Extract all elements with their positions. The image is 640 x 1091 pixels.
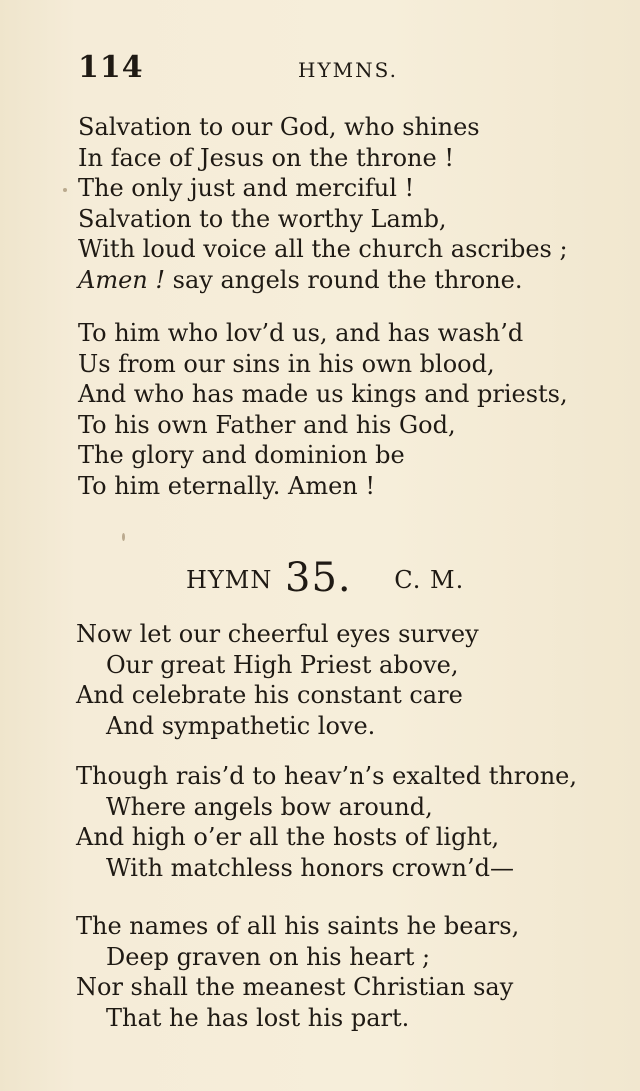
verse-line-indented: Deep graven on his heart ; bbox=[106, 942, 431, 971]
verse-line: To him eternally. Amen ! bbox=[78, 471, 376, 500]
verse-line: And celebrate his constant care bbox=[76, 681, 463, 710]
verse-line bbox=[78, 265, 568, 296]
stanza-4 bbox=[76, 761, 577, 883]
verse-line: And who has made us kings and priests, bbox=[78, 380, 568, 409]
hymn-number: 35. bbox=[285, 555, 352, 601]
verse-line: The glory and dominion be bbox=[78, 441, 405, 470]
verse-line: The only just and merciful ! bbox=[78, 174, 415, 203]
stanza-3 bbox=[76, 619, 479, 741]
page-number: 114 bbox=[78, 50, 144, 85]
verse-line: Though rais’d to heav’n’s exalted throne, bbox=[76, 762, 577, 790]
verse-line: To his own Father and his God, bbox=[78, 410, 456, 439]
stanza-1 bbox=[78, 112, 568, 296]
verse-line-indented: That he has lost his part. bbox=[106, 1003, 410, 1032]
verse-line-rest: say angels round the throne. bbox=[165, 265, 523, 294]
verse-line: Salvation to our God, who shines bbox=[78, 113, 480, 141]
stanza-2 bbox=[78, 318, 568, 502]
verse-line: To him who lov’d us, and has wash’d bbox=[78, 319, 524, 347]
page-header bbox=[78, 50, 578, 90]
verse-line: Now let our cheerful eyes survey bbox=[76, 620, 479, 648]
hymn-heading bbox=[186, 555, 464, 601]
paper-speck bbox=[63, 188, 67, 192]
running-head: HYMNS. bbox=[298, 58, 398, 82]
verse-line-indented: And sympathetic love. bbox=[106, 711, 376, 740]
stanza-5 bbox=[76, 911, 519, 1033]
verse-line: Nor shall the meanest Christian say bbox=[76, 973, 514, 1002]
verse-line-indented: Our great High Priest above, bbox=[106, 650, 459, 679]
paper-speck bbox=[122, 533, 125, 541]
verse-line: With loud voice all the church ascribes ; bbox=[78, 235, 568, 264]
verse-line: Us from our sins in his own blood, bbox=[78, 349, 495, 378]
hymn-meter: C. M. bbox=[394, 566, 465, 594]
verse-line-indented: Where angels bow around, bbox=[106, 792, 433, 821]
italic-amen: Amen ! bbox=[78, 265, 166, 294]
verse-line: The names of all his saints he bears, bbox=[76, 912, 520, 940]
verse-line: In face of Jesus on the throne ! bbox=[78, 143, 454, 172]
verse-line-indented: With matchless honors crown’d— bbox=[106, 853, 514, 882]
verse-line: Salvation to the worthy Lamb, bbox=[78, 204, 447, 233]
hymn-word: HYMN bbox=[186, 566, 273, 594]
verse-line: And high o’er all the hosts of light, bbox=[76, 823, 500, 852]
